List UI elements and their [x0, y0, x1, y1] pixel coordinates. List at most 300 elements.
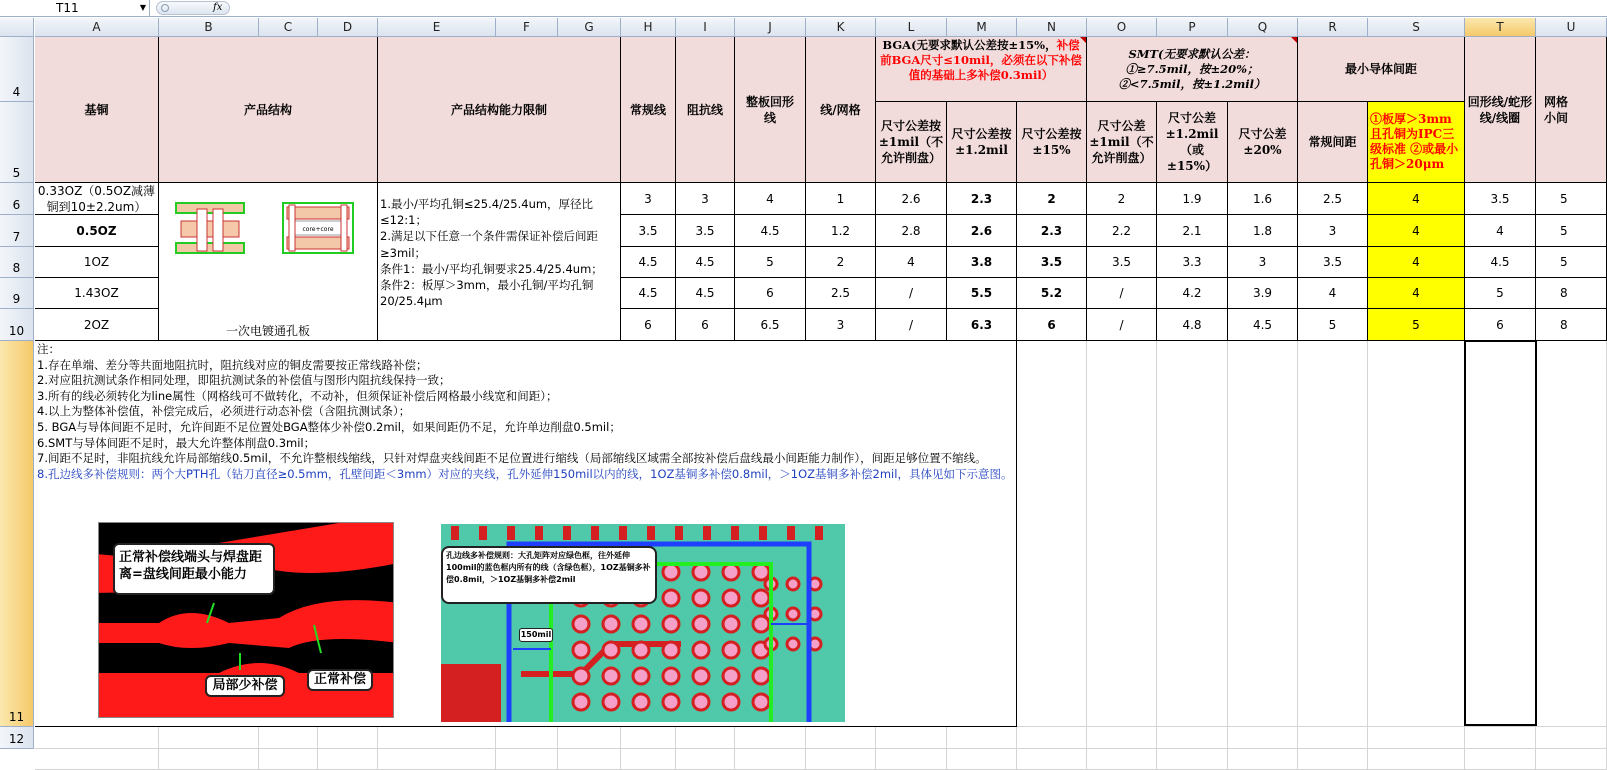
select-all-corner[interactable]	[0, 18, 34, 37]
base-copper-cell-2[interactable]	[35, 247, 159, 278]
header-plate-loop-text: 整板回形线	[745, 94, 794, 125]
value-text: 3.5	[1490, 191, 1510, 206]
value-cell-H6[interactable]	[621, 183, 676, 215]
callout-normal-end	[113, 543, 275, 595]
value-cell-N9[interactable]	[1017, 278, 1087, 309]
column-header-N[interactable]: N	[1017, 18, 1087, 37]
value-cell-Q9[interactable]	[1228, 278, 1298, 309]
value-text: 3.9	[1252, 286, 1273, 300]
header-S5[interactable]	[1368, 102, 1465, 183]
empty-cell[interactable]	[318, 749, 378, 770]
column-header-B[interactable]: B	[159, 18, 259, 37]
dimension-label-text: 150mil	[520, 630, 552, 639]
row-header-6[interactable]: 6	[0, 183, 34, 215]
value-cell-N6[interactable]	[1017, 183, 1087, 215]
value-cell-K8[interactable]	[806, 247, 876, 278]
value-text: 2.3	[1040, 223, 1063, 238]
value-cell-P7[interactable]	[1157, 215, 1228, 247]
value-text: 6.5	[760, 317, 780, 332]
header-impedance-line-text: 阻抗线	[686, 102, 723, 117]
column-header-Q[interactable]: Q	[1228, 18, 1298, 37]
note-4: 4.以上为整体补偿值，补偿完成后，必须进行动态补偿（含阻抗测试条）；	[37, 404, 411, 419]
column-header-H[interactable]: H	[621, 18, 676, 37]
value-text: /	[908, 286, 914, 300]
value-text: 2	[836, 255, 845, 269]
value-cell-O9[interactable]	[1087, 278, 1157, 309]
value-text: 5	[1412, 317, 1420, 332]
empty-cell[interactable]	[35, 749, 159, 770]
column-header-U[interactable]: U	[1536, 18, 1607, 37]
value-cell-N10[interactable]	[1017, 309, 1087, 341]
callout-hole-rule-text: 孔边线多补偿规则：大孔矩阵对应绿色框，往外延伸100mil的蓝色框内所有的线（含绿色框），1OZ基铜多补偿0.8mil，＞1OZ基铜多补偿2mil	[446, 551, 651, 584]
value-text: 1.2	[830, 223, 851, 238]
structure-diagram-label: core+core	[302, 226, 334, 233]
value-cell-Q10[interactable]	[1228, 309, 1298, 341]
value-text: 3.3	[1182, 255, 1202, 269]
empty-cell[interactable]	[1228, 749, 1298, 770]
value-cell-I7[interactable]	[676, 215, 735, 247]
empty-cell[interactable]	[159, 727, 259, 749]
value-cell-H10[interactable]	[621, 309, 676, 341]
header-base-copper-text: 基铜	[84, 102, 109, 117]
header-base-copper[interactable]	[35, 37, 159, 183]
empty-cell[interactable]	[318, 727, 378, 749]
value-cell-O10[interactable]	[1087, 309, 1157, 341]
value-cell-U8[interactable]	[1536, 247, 1607, 278]
header-structure-limit[interactable]	[378, 37, 621, 183]
value-text: /	[908, 317, 914, 332]
value-cell-S9[interactable]	[1368, 278, 1465, 309]
name-box[interactable]	[0, 0, 150, 16]
value-cell-O6[interactable]	[1087, 183, 1157, 215]
value-cell-S6[interactable]	[1368, 183, 1465, 215]
header-P5-text: 尺寸公差±1.2mil（或±15%）	[1165, 111, 1219, 173]
header-plate-loop[interactable]	[735, 37, 806, 183]
empty-cell[interactable]	[735, 727, 806, 749]
header-normal-line-text: 常规线	[629, 102, 666, 117]
value-cell-O7[interactable]	[1087, 215, 1157, 247]
value-cell-P6[interactable]	[1157, 183, 1228, 215]
header-O5[interactable]	[1087, 102, 1157, 183]
column-header-P[interactable]: P	[1157, 18, 1228, 37]
value-cell-O8[interactable]	[1087, 247, 1157, 278]
value-cell-K7[interactable]	[806, 215, 876, 247]
value-text: 4	[1412, 286, 1420, 300]
note-7: 7.间距不足时，非阻抗线允许局部缩线0.5mil，不允许整根线缩线，只针对焊盘夹线间距不足位置进行缩线（局部缩线区域需全部按补偿后盘线最小间距能力制作），间距足够位置不缩线。	[37, 451, 987, 466]
empty-cell[interactable]	[1465, 749, 1536, 770]
fx-label: fx	[213, 2, 223, 13]
callout-normal-text: 正常补偿	[313, 672, 366, 687]
value-text: 5	[1328, 317, 1337, 332]
header-grid-min[interactable]	[1536, 37, 1607, 183]
note-1: 1.存在单端、差分等共面地阻抗时，阻抗线对应的铜皮需要按正常线路补偿；	[37, 357, 428, 372]
empty-cell[interactable]	[1228, 727, 1298, 749]
value-text: 6	[1496, 317, 1504, 332]
empty-cell[interactable]	[806, 727, 876, 749]
header-loop-snake[interactable]	[1465, 37, 1536, 183]
value-cell-U7[interactable]	[1536, 215, 1607, 247]
value-text: 4	[1412, 223, 1420, 238]
value-cell-Q7[interactable]	[1228, 215, 1298, 247]
callout-hole-rule	[441, 546, 657, 604]
value-cell-J9[interactable]	[735, 278, 806, 309]
value-text: 4	[766, 191, 774, 206]
value-cell-L9[interactable]	[876, 278, 947, 309]
header-min-spacing[interactable]	[1298, 37, 1465, 102]
header-O5-text: 尺寸公差±1mil（不允许削盘）	[1089, 119, 1154, 165]
value-cell-T7[interactable]	[1465, 215, 1536, 247]
empty-cell[interactable]	[621, 727, 676, 749]
value-text: 4	[1412, 191, 1420, 206]
column-header-I[interactable]: I	[676, 18, 735, 37]
value-cell-N8[interactable]	[1017, 247, 1087, 278]
value-text: 6.3	[970, 317, 993, 332]
empty-cell[interactable]	[1465, 727, 1536, 749]
empty-cell[interactable]	[1368, 341, 1465, 727]
empty-cell[interactable]	[1157, 727, 1228, 749]
empty-cell[interactable]	[1017, 341, 1087, 727]
base-copper-cell-1[interactable]	[35, 215, 159, 247]
empty-cell[interactable]	[806, 749, 876, 770]
value-cell-J7[interactable]	[735, 215, 806, 247]
empty-cell[interactable]	[1157, 341, 1228, 727]
value-text: 1	[836, 191, 845, 206]
empty-cell[interactable]	[876, 749, 947, 770]
empty-cell[interactable]	[159, 749, 259, 770]
empty-cell[interactable]	[947, 749, 1017, 770]
header-L5-text: 尺寸公差按±1mil（不允许削盘）	[878, 119, 944, 165]
structure-limit-cell[interactable]	[378, 183, 621, 341]
value-text: 1.6	[1252, 191, 1273, 206]
column-header-J[interactable]: J	[735, 18, 806, 37]
value-cell-L8[interactable]	[876, 247, 947, 278]
empty-cell[interactable]	[676, 727, 735, 749]
row-header-9[interactable]: 9	[0, 278, 34, 309]
empty-cell[interactable]	[1536, 727, 1607, 749]
header-N5[interactable]	[1017, 102, 1087, 183]
value-cell-T10[interactable]	[1465, 309, 1536, 341]
value-text: 1.9	[1182, 191, 1202, 206]
callout-partial-less	[205, 675, 285, 697]
product-structure-cell[interactable]	[159, 183, 378, 341]
value-cell-R7[interactable]	[1298, 215, 1368, 247]
value-text: 6	[644, 317, 652, 332]
base-copper-text-1: 0.5OZ	[76, 223, 117, 238]
value-text: 4.5	[760, 223, 780, 238]
header-P5[interactable]	[1157, 102, 1228, 183]
header-R5[interactable]	[1298, 102, 1368, 183]
value-text: 4	[907, 255, 915, 269]
value-text: 3	[1258, 255, 1267, 269]
value-text: 4.5	[638, 286, 658, 300]
value-text: 4.5	[695, 255, 715, 269]
value-cell-R10[interactable]	[1298, 309, 1368, 341]
value-text: 2.5	[830, 286, 851, 300]
value-cell-T8[interactable]	[1465, 247, 1536, 278]
structure-limit-text: 1.最小/平均孔铜≤25.4/25.4um，厚径比≤12:1； 2.满足以下任意一个条件需保证补偿后间距≥3mil； 条件1：最小/平均孔铜要求25.4/25.4um； 条件2：板厚＞3mm，最小孔铜/平均孔铜20/25.4μm	[380, 197, 603, 309]
header-grid-min-text: 网格小间	[1544, 94, 1569, 125]
hole-compensation-image[interactable]	[441, 524, 845, 722]
value-text: 3.8	[970, 255, 993, 269]
value-cell-M6[interactable]	[947, 183, 1017, 215]
value-text: 4.5	[1252, 317, 1273, 332]
value-text: 3.5	[1040, 255, 1063, 269]
selected-cell-T11[interactable]	[1464, 340, 1537, 726]
value-cell-L6[interactable]	[876, 183, 947, 215]
header-Q5[interactable]	[1228, 102, 1298, 183]
column-header-G[interactable]: G	[558, 18, 621, 37]
value-text: 3.5	[1322, 255, 1343, 269]
value-cell-I10[interactable]	[676, 309, 735, 341]
value-text: 2.3	[970, 191, 993, 206]
value-cell-M10[interactable]	[947, 309, 1017, 341]
value-cell-K10[interactable]	[806, 309, 876, 341]
header-bga[interactable]	[876, 37, 1087, 102]
note-5: 5. BGA与导体间距不足时，允许间距不足位置处BGA整体少补偿0.2mil，如果间距仍不足，允许单边削盘0.5mil；	[37, 419, 621, 434]
empty-cell[interactable]	[378, 727, 496, 749]
value-text: 8	[1560, 317, 1568, 332]
row-header-12[interactable]: 12	[0, 727, 34, 749]
value-cell-I8[interactable]	[676, 247, 735, 278]
empty-cell[interactable]	[1368, 727, 1465, 749]
header-M5[interactable]	[947, 102, 1017, 183]
header-line-grid-text: 线/网格	[820, 102, 861, 117]
value-cell-K9[interactable]	[806, 278, 876, 309]
column-header-K[interactable]: K	[806, 18, 876, 37]
empty-cell[interactable]	[676, 749, 735, 770]
empty-cell[interactable]	[621, 749, 676, 770]
value-text: 5	[1560, 223, 1568, 238]
empty-cell[interactable]	[1087, 749, 1157, 770]
empty-cell[interactable]	[1157, 749, 1228, 770]
value-cell-J10[interactable]	[735, 309, 806, 341]
value-text: 2.6	[970, 223, 993, 238]
insert-function-button[interactable]	[156, 1, 230, 15]
value-text: 4.5	[638, 255, 658, 269]
header-L5[interactable]	[876, 102, 947, 183]
value-text: 2.5	[1322, 191, 1343, 206]
value-text: 5.2	[1040, 286, 1063, 300]
column-header-R[interactable]: R	[1298, 18, 1368, 37]
header-smt[interactable]	[1087, 37, 1298, 102]
column-header-M[interactable]: M	[947, 18, 1017, 37]
value-cell-U10[interactable]	[1536, 309, 1607, 341]
empty-cell[interactable]	[259, 749, 318, 770]
value-cell-Q8[interactable]	[1228, 247, 1298, 278]
base-copper-cell-0[interactable]	[35, 183, 159, 215]
value-text: 3	[1328, 223, 1337, 238]
empty-cell[interactable]	[1536, 749, 1607, 770]
value-text: 3.5	[638, 223, 658, 238]
value-text: 5	[1496, 286, 1504, 300]
value-text: /	[1119, 317, 1124, 332]
value-cell-U9[interactable]	[1536, 278, 1607, 309]
empty-cell[interactable]	[1228, 341, 1298, 727]
value-cell-Q6[interactable]	[1228, 183, 1298, 215]
column-header-C[interactable]: C	[259, 18, 318, 37]
row-header-8[interactable]: 8	[0, 247, 34, 278]
note-2: 2.对应阻抗测试条作相同处理，即阻抗测试条的补偿值与图形内阻抗线保持一致；	[37, 373, 451, 388]
empty-cell[interactable]	[378, 749, 496, 770]
empty-cell[interactable]	[1087, 341, 1157, 727]
structure-diagram	[173, 201, 363, 257]
header-Q5-text: 尺寸公差±20%	[1238, 127, 1287, 157]
value-cell-R9[interactable]	[1298, 278, 1368, 309]
value-text: 2.2	[1111, 223, 1132, 238]
value-text: 3	[836, 317, 845, 332]
row-header-10[interactable]: 10	[0, 309, 34, 341]
value-cell-P10[interactable]	[1157, 309, 1228, 341]
empty-cell[interactable]	[1087, 727, 1157, 749]
base-copper-text-4: 2OZ	[83, 317, 110, 332]
header-normal-line[interactable]	[621, 37, 676, 183]
value-cell-P9[interactable]	[1157, 278, 1228, 309]
empty-cell[interactable]	[1536, 341, 1607, 727]
empty-cell[interactable]	[35, 727, 159, 749]
value-cell-S7[interactable]	[1368, 215, 1465, 247]
empty-cell[interactable]	[1298, 749, 1368, 770]
callout-normal-end-text: 正常补偿线端头与焊盘距离=盘线间距最小能力	[119, 550, 263, 582]
header-line-grid[interactable]	[806, 37, 876, 183]
value-text: 3.5	[695, 223, 715, 238]
header-M5-text: 尺寸公差按±1.2mil	[951, 127, 1012, 157]
value-text: 4	[1328, 286, 1337, 300]
header-loop-snake-text: 回形线/蛇形线/线圈	[1467, 94, 1533, 125]
dimension-label	[519, 628, 553, 642]
value-cell-M8[interactable]	[947, 247, 1017, 278]
empty-cell[interactable]	[259, 727, 318, 749]
column-header-T[interactable]: T	[1465, 18, 1536, 37]
value-cell-H9[interactable]	[621, 278, 676, 309]
value-cell-R8[interactable]	[1298, 247, 1368, 278]
value-text: 3	[701, 191, 709, 206]
value-text: 2	[1047, 191, 1056, 206]
row-header-7[interactable]: 7	[0, 215, 34, 247]
header-N5-text: 尺寸公差按±15%	[1021, 127, 1082, 157]
column-header-O[interactable]: O	[1087, 18, 1157, 37]
value-text: /	[1119, 286, 1124, 300]
value-cell-P8[interactable]	[1157, 247, 1228, 278]
column-header-S[interactable]: S	[1368, 18, 1465, 37]
value-cell-M9[interactable]	[947, 278, 1017, 309]
empty-cell[interactable]	[1368, 749, 1465, 770]
value-text: 6	[1047, 317, 1056, 332]
base-copper-cell-3[interactable]	[35, 278, 159, 309]
empty-cell[interactable]	[947, 727, 1017, 749]
value-text: 8	[1560, 286, 1568, 300]
column-header-F[interactable]: F	[496, 18, 558, 37]
value-text: 4.8	[1182, 317, 1202, 332]
header-R5-text: 常规间距	[1308, 135, 1357, 149]
note-3: 3.所有的线必须转化为line属性（网格线可不做转化，不动补，但须保证补偿后网格最小线宽和间距）；	[37, 388, 558, 403]
header-min-spacing-text: 最小导体间距	[1344, 62, 1417, 76]
base-copper-cell-4[interactable]	[35, 309, 159, 341]
empty-cell[interactable]	[558, 727, 621, 749]
value-text: 5	[1560, 191, 1568, 206]
search-icon	[161, 4, 169, 12]
column-header-D[interactable]: D	[318, 18, 378, 37]
value-text: 5.5	[970, 286, 993, 300]
spreadsheet-grid[interactable]	[0, 18, 1607, 770]
callout-normal	[307, 669, 373, 691]
row-header-4[interactable]: 4	[0, 37, 34, 102]
empty-cell[interactable]	[496, 727, 558, 749]
value-text: 3.5	[1111, 255, 1132, 269]
empty-cell[interactable]	[1017, 727, 1087, 749]
value-text: 3	[644, 191, 652, 206]
value-text: 2	[1117, 191, 1126, 206]
value-text: 2.1	[1182, 223, 1202, 238]
header-impedance-line[interactable]	[676, 37, 735, 183]
empty-cell[interactable]	[1298, 727, 1368, 749]
column-header-E[interactable]: E	[378, 18, 496, 37]
value-text: 6	[766, 286, 774, 300]
note-6: 6.SMT与导体间距不足时，最大允许整体削盘0.3mil；	[37, 435, 316, 450]
value-cell-U6[interactable]	[1536, 183, 1607, 215]
value-cell-I6[interactable]	[676, 183, 735, 215]
value-cell-J6[interactable]	[735, 183, 806, 215]
value-cell-S8[interactable]	[1368, 247, 1465, 278]
column-header-A[interactable]: A	[35, 18, 159, 37]
row-header-11[interactable]: 11	[0, 341, 34, 727]
value-text: 5	[766, 255, 774, 269]
value-text: 1.8	[1252, 223, 1273, 238]
column-header-L[interactable]: L	[876, 18, 947, 37]
value-text: 5	[1560, 255, 1568, 269]
value-cell-K6[interactable]	[806, 183, 876, 215]
value-cell-L7[interactable]	[876, 215, 947, 247]
value-cell-H7[interactable]	[621, 215, 676, 247]
header-product-structure[interactable]	[159, 37, 378, 183]
empty-cell[interactable]	[1298, 341, 1368, 727]
value-cell-N7[interactable]	[1017, 215, 1087, 247]
row-header-5[interactable]: 5	[0, 102, 34, 183]
value-text: 6	[701, 317, 709, 332]
header-bga-black-text: BGA(无要求默认公差按±15%，	[882, 38, 1057, 52]
header-S5-text: ①板厚＞3mm且孔铜为IPC三级标准 ②或最小孔铜＞20μm	[1370, 112, 1459, 171]
value-cell-T9[interactable]	[1465, 278, 1536, 309]
value-cell-R6[interactable]	[1298, 183, 1368, 215]
header-smt-text: SMT(无要求默认公差：①≥7.5mil，按±20%；②<7.5mil，按±1.2mil）	[1118, 46, 1266, 91]
base-copper-text-3: 1.43OZ	[74, 286, 119, 300]
value-cell-M7[interactable]	[947, 215, 1017, 247]
name-box-dropdown-icon[interactable]: ▼	[139, 3, 146, 12]
value-cell-H8[interactable]	[621, 247, 676, 278]
base-copper-text-0: 0.33OZ（0.5OZ减薄铜到10±2.2um）	[37, 183, 156, 214]
name-box-value: T11	[56, 1, 79, 15]
note-title: 注：	[37, 342, 60, 356]
value-cell-S10[interactable]	[1368, 309, 1465, 341]
empty-cell[interactable]	[496, 749, 558, 770]
base-copper-text-2: 1OZ	[83, 255, 110, 269]
structure-caption: 一次电镀通孔板	[225, 324, 310, 338]
value-cell-T6[interactable]	[1465, 183, 1536, 215]
empty-cell[interactable]	[876, 727, 947, 749]
callout-partial-less-text: 局部少补偿	[212, 678, 278, 693]
empty-cell[interactable]	[558, 749, 621, 770]
formula-bar	[0, 0, 1607, 17]
compensation-example-image[interactable]	[98, 522, 394, 718]
value-cell-L10[interactable]	[876, 309, 947, 341]
value-cell-J8[interactable]	[735, 247, 806, 278]
value-text: 4.5	[695, 286, 715, 300]
value-text: 4.5	[1490, 255, 1510, 269]
empty-cell[interactable]	[1017, 749, 1087, 770]
header-structure-limit-text: 产品结构能力限制	[450, 102, 547, 117]
value-text: 2.8	[901, 223, 921, 238]
empty-cell[interactable]	[735, 749, 806, 770]
value-cell-I9[interactable]	[676, 278, 735, 309]
